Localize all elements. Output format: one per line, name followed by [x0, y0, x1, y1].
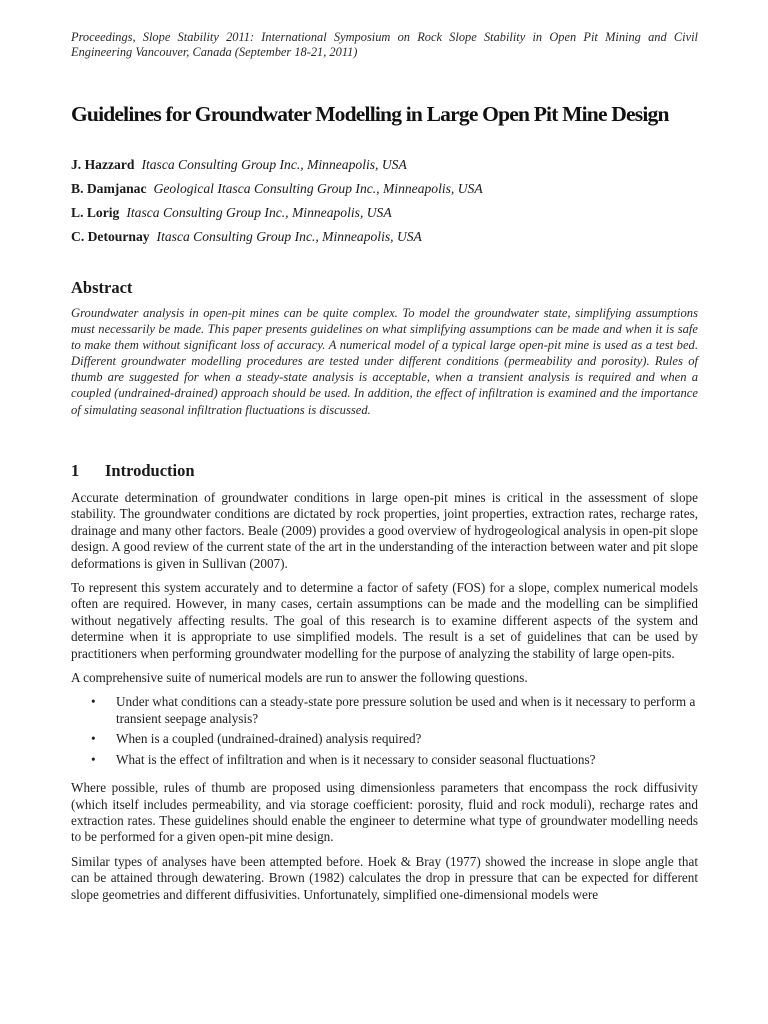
body-paragraph: Similar types of analyses have been attempted before. Hoek & Bray (1977) showed the increase in slope angle that can be attained through dewatering. Brown (1982) calculates the drop in pressure that can be expected for different slope geometries and different diffusivities. Unfortunately, simplified one-dimensional models were [71, 853, 698, 902]
section-heading [71, 461, 195, 481]
proceedings-header: Proceedings, Slope Stability 2011: International Symposium on Rock Slope Stability in Open Pit Mining and Civil Engineering Vancouver, Canada (September 18-21, 2011) [71, 30, 698, 59]
body-paragraph: To represent this system accurately and to determine a factor of safety (FOS) for a slope, complex numerical models often are required. However, in many cases, certain assumptions can be made and the modelling can be simplified without negatively affecting results. The goal of this research is to examine different aspects of the system and determine when it is appropriate to use simplified models. The result is a set of guidelines that can be used by practitioners when performing groundwater modelling for the purpose of analyzing the stability of large open-pits. [71, 580, 698, 661]
author-list [71, 156, 711, 252]
list-item-text: Under what conditions can a steady-state pore pressure solution be used and when is it necessary to perform a transient seepage analysis? [116, 694, 696, 726]
list-item-text: When is a coupled (undrained-drained) analysis required? [116, 731, 422, 747]
list-item [71, 731, 698, 747]
author-name: J. Hazzard [71, 157, 135, 172]
author-name: B. Damjanac [71, 181, 147, 196]
body-paragraph: Accurate determination of groundwater conditions in large open-pit mines is critical in the assessment of slope stability. The groundwater conditions are dictated by rock properties, joint properties, extraction rates, recharge rates, drainage and many other factors. Beale (2009) provides a good overview of hydrogeological analysis in open-pit slope design. A good review of the current state of the art in the understanding of the interaction between water and pit slope deformations is given in Sullivan (2007). [71, 490, 698, 571]
section-number: 1 [71, 461, 80, 480]
author-name: C. Detournay [71, 229, 150, 244]
author-entry [71, 204, 711, 228]
author-entry [71, 156, 711, 180]
section-title: Introduction [105, 461, 195, 480]
author-affiliation: Itasca Consulting Group Inc., Minneapolis, USA [141, 157, 407, 172]
author-entry [71, 228, 711, 252]
paper-title: Guidelines for Groundwater Modelling in Large Open Pit Mine Design [71, 102, 669, 126]
body-paragraph: Where possible, rules of thumb are proposed using dimensionless parameters that encompass the rock diffusivity (which itself includes permeability, and via storage coefficient: porosity, fluid and rock moduli), recharge rates and extraction rates. These guidelines should enable the engineer to determine what type of groundwater modelling needs to be performed for a given open-pit mine design. [71, 780, 698, 845]
body-paragraph: A comprehensive suite of numerical models are run to answer the following questions. [71, 670, 528, 686]
list-item [71, 694, 698, 727]
author-entry [71, 180, 711, 204]
list-item-text: What is the effect of infiltration and when is it necessary to consider seasonal fluctuations? [116, 751, 596, 767]
author-affiliation: Itasca Consulting Group Inc., Minneapolis, USA [156, 229, 422, 244]
bullet-icon: • [91, 751, 96, 767]
abstract-text: Groundwater analysis in open-pit mines can be quite complex. To model the groundwater state, simplifying assumptions must necessarily be made. This paper presents guidelines on what simplifying assumptions can be made and when it is safe to make them without significant loss of accuracy. A numerical model of a typical large open-pit mine is used as a test bed. Different groundwater modelling procedures are tested under different conditions (permeability and porosity). Rules of thumb are suggested for when a steady-state analysis is acceptable, when a transient analysis is required and when a coupled (undrained-drained) approach should be used. In addition, the effect of infiltration is examined and the importance of simulating seasonal infiltration fluctuations is discussed. [71, 306, 698, 417]
bullet-icon: • [91, 731, 96, 747]
abstract-heading: Abstract [71, 278, 133, 297]
bullet-icon: • [91, 694, 96, 710]
author-affiliation: Itasca Consulting Group Inc., Minneapolis, USA [126, 205, 392, 220]
section-body [71, 490, 698, 911]
author-affiliation: Geological Itasca Consulting Group Inc., Minneapolis, USA [153, 181, 483, 196]
author-name: L. Lorig [71, 205, 120, 220]
list-item [71, 752, 698, 768]
question-list [71, 694, 698, 768]
